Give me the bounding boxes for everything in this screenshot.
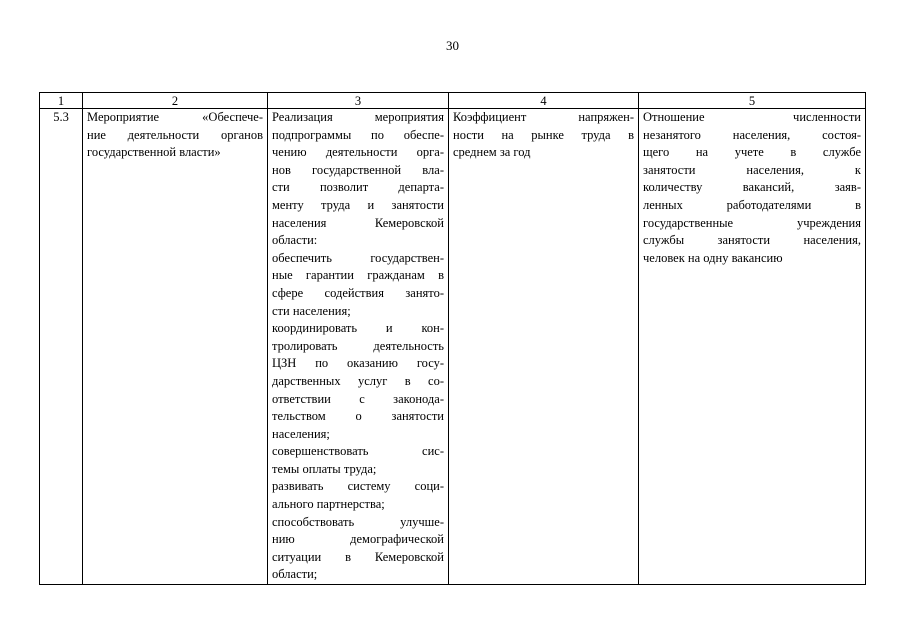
text-line: Коэффициент напряжен-: [453, 110, 634, 124]
text-line: населения Кемеровской: [272, 215, 444, 230]
text-line: координировать и кон-: [272, 321, 444, 336]
page-number: 30: [446, 38, 459, 53]
indicator-definition-cell: [639, 109, 866, 585]
text-line: ние деятельности органов: [87, 127, 263, 142]
text-line: нов государственной вла-: [272, 162, 444, 177]
text-line: сфере содействия занято-: [272, 285, 444, 300]
text-line: человек на одну вакансию: [643, 250, 783, 265]
text-line: тролировать деятельность: [272, 338, 444, 353]
text-line: ленных работодателями в: [643, 197, 861, 212]
text-line: занятости населения, к: [643, 162, 861, 177]
text-line: нию демографической: [272, 532, 444, 547]
text-line: количеству вакансий, заяв-: [643, 180, 861, 195]
measures-table: [39, 92, 866, 585]
text-line: подпрограммы по обеспе-: [272, 127, 444, 142]
text-line: менту труда и занятости: [272, 197, 444, 212]
text-line: службы занятости населения,: [643, 233, 861, 248]
text-line: области;: [272, 567, 318, 582]
text-line: способствовать улучше-: [272, 514, 444, 529]
text-line: Реализация мероприятия: [272, 110, 444, 124]
text-line: тельством о занятости: [272, 409, 444, 424]
header-col-3: 3: [268, 93, 449, 109]
text-line: обеспечить государствен-: [272, 250, 444, 265]
row-number-cell: 5.3: [40, 109, 83, 585]
text-line: государственной власти»: [87, 145, 221, 160]
text-line: ные гарантии гражданам в: [272, 268, 444, 283]
header-col-5: 5: [639, 93, 866, 109]
header-col-1: 1: [40, 93, 83, 109]
text-line: совершенствовать сис-: [272, 444, 444, 459]
measure-name-cell: [83, 109, 268, 585]
text-line: сти населения;: [272, 303, 351, 318]
text-line: ЦЗН по оказанию госу-: [272, 356, 444, 371]
text-line: чению деятельности орга-: [272, 145, 444, 160]
indicator-name-cell: [449, 109, 639, 585]
measure-description-cell: [268, 109, 449, 585]
text-line: дарственных услуг в со-: [272, 373, 444, 388]
text-line: ности на рынке труда в: [453, 127, 634, 142]
text-line: незанятого населения, состоя-: [643, 127, 861, 142]
text-line: развивать систему соци-: [272, 479, 444, 494]
header-col-2: 2: [83, 93, 268, 109]
text-line: ального партнерства;: [272, 497, 385, 512]
text-line: темы оплаты труда;: [272, 461, 377, 476]
text-line: ситуации в Кемеровской: [272, 549, 444, 564]
text-line: государственные учреждения: [643, 215, 861, 230]
text-line: щего на учете в службе: [643, 145, 861, 160]
header-row: [40, 93, 866, 109]
text-line: Мероприятие «Обеспече-: [87, 110, 263, 124]
text-line: области:: [272, 233, 318, 248]
text-line: Отношение численности: [643, 110, 861, 124]
text-line: среднем за год: [453, 145, 531, 160]
text-line: ответствии с законода-: [272, 391, 444, 406]
text-line: сти позволит департа-: [272, 180, 444, 195]
header-col-4: 4: [449, 93, 639, 109]
table-row: [40, 109, 866, 585]
text-line: населения;: [272, 426, 330, 441]
